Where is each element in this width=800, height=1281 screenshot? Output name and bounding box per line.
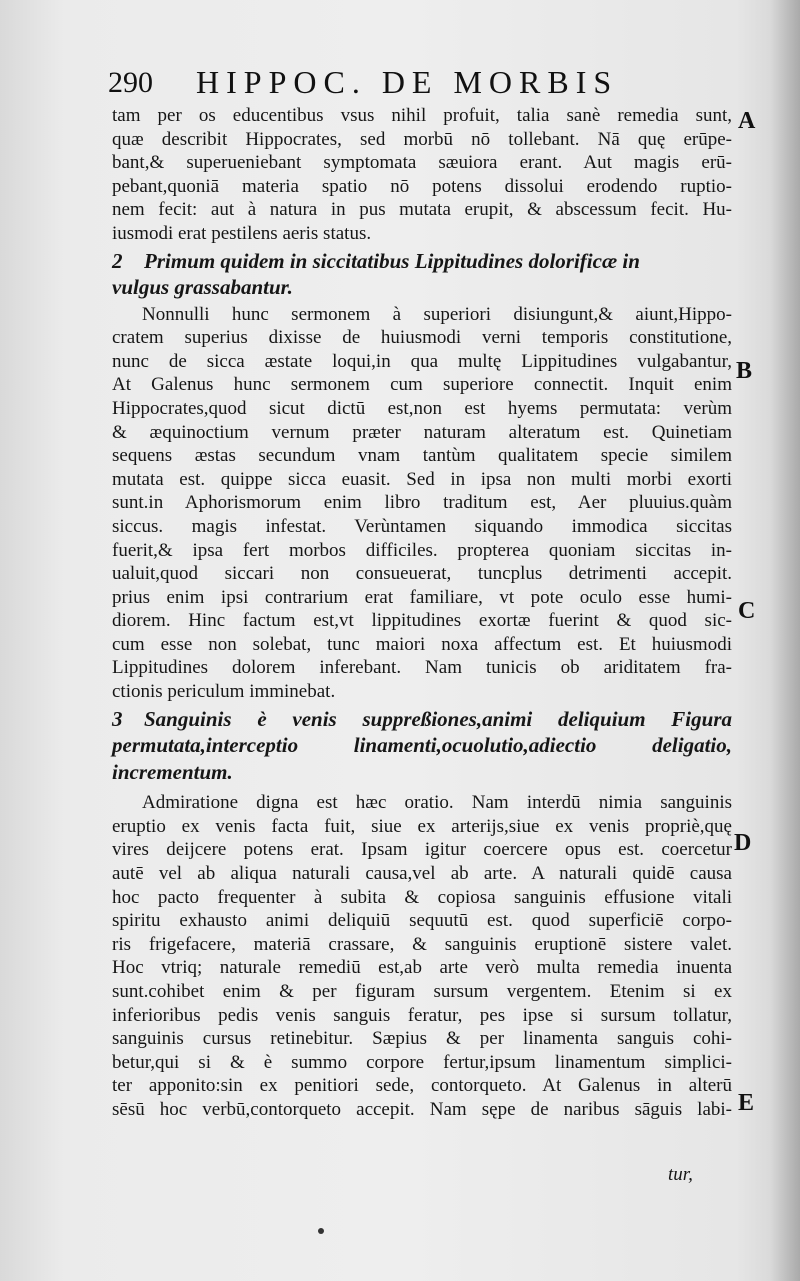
margin-letter-a: A xyxy=(738,108,756,134)
lemma-text: Sanguinis è venis suppreßiones,animi deliquium Figura xyxy=(144,706,732,731)
text-line: Hippocrates,quod sicut dictū est,non est hyems permutata: verùm xyxy=(112,397,732,419)
catchword: tur, xyxy=(668,1164,693,1185)
text-line: nem fecit: aut à natura in pus mutata erupit, & abscessum fecit. Hu- xyxy=(112,199,732,221)
lemma-number: 2 xyxy=(112,248,123,273)
lemma-2 xyxy=(112,248,732,301)
text-line: eruptio ex venis facta fuit, siue ex arterijs,siue ex venis propriè,quę xyxy=(112,815,732,837)
text-line: tam per os educentibus vsus nihil profuit, talia sanè remedia sunt, xyxy=(112,105,732,126)
text-line: Hoc vtriq; naturale remediū est,ab arte verò multa remedia inuenta xyxy=(112,957,732,979)
paragraph-1 xyxy=(112,104,732,246)
text-line: ualuit,quod siccari non consueuerat, tuncplus detrimenti accepit. xyxy=(112,563,732,585)
lemma-number: 3 xyxy=(112,706,123,731)
text-line: sunt.cohibet enim & per figuram sursum vergentem. Etenim si ex xyxy=(112,980,732,1002)
text-line: ter apponito:sin ex penitiori sede, contorqueto. At Galenus in alterū xyxy=(112,1075,732,1097)
text-line: autē vel ab aliqua naturali causa,vel ab arte. A naturali quidē causa xyxy=(112,862,732,884)
text-line: iusmodi erat pestilens aeris status. xyxy=(112,222,372,244)
text-line: pebant,quoniā materia spatio nō potens dissolui erodendo ruptio- xyxy=(112,175,732,197)
main-text xyxy=(112,104,732,1121)
text-line: diorem. Hinc factum est,vt lippitudines exortæ fuerint & quod sic- xyxy=(112,610,732,632)
page-shadow xyxy=(770,0,800,1281)
lemma-text: incrementum. xyxy=(112,759,233,784)
text-line: Lippitudines dolorem inferebant. Nam tunicis ob ariditatem fra- xyxy=(112,657,732,679)
text-line: & æquinoctium vernum præter naturam alteratum est. Quinetiam xyxy=(112,421,732,443)
text-line: Nonnulli hunc sermonem à superiori disiungunt,& aiunt,Hippo- xyxy=(142,303,732,325)
page-header xyxy=(108,62,688,102)
text-line: fuerit,& ipsa fert morbos difficiles. propterea quoniam siccitas in- xyxy=(112,539,732,561)
text-line: ris frigefacere, materiā crassare, & sanguinis eruptionē sistere valet. xyxy=(112,933,732,955)
running-title: HIPPOC. DE MORBIS xyxy=(196,64,619,100)
margin-letter-c: C xyxy=(738,598,756,624)
margin-letter-b: B xyxy=(736,358,753,384)
text-line: sēsū hoc verbū,contorqueto accepit. Nam sępe de naribus sāguis labi- xyxy=(112,1098,732,1120)
text-line: sequens æstas secundum vnam tantùm qualitatem specie similem xyxy=(112,445,732,467)
text-line: ctionis periculum imminebat. xyxy=(112,681,336,703)
margin-letter-d: D xyxy=(734,830,752,856)
page-number: 290 xyxy=(108,66,153,99)
text-line: betur,qui si & è summo corpore fertur,ipsum linamentum simplici- xyxy=(112,1051,732,1073)
lemma-text: permutata,interceptio linamenti,ocuolutio,adiectio deligatio, xyxy=(112,733,732,758)
text-line: quæ describit Hippocrates, sed morbū nō tollebant. Nā quę erūpe- xyxy=(112,128,732,150)
paragraph-2 xyxy=(112,303,732,704)
text-line: bant,& superueniebant symptomata sæuiora erant. Aut magis erū- xyxy=(112,152,732,174)
lemma-3 xyxy=(112,706,732,786)
text-line: cum esse non solebat, tunc maiori noxa affectum est. Et huiusmodi xyxy=(112,633,732,655)
paragraph-3 xyxy=(112,791,732,1121)
lemma-text: vulgus grassabantur. xyxy=(112,275,293,300)
text-line: mutata est. quippe sicca euasit. Sed in ipsa non multi morbi exorti xyxy=(112,468,732,490)
text-line: nunc de sicca æstate loqui,in qua multę Lippitudines vulgabantur, xyxy=(112,350,732,372)
text-line: vires deijcere potens erat. Ipsam igitur coercere opus est. coercetur xyxy=(112,839,732,861)
margin-letter-e: E xyxy=(738,1090,755,1116)
text-line: inferioribus pedis venis sanguis feratur, pes ipse si sursum tollatur, xyxy=(112,1004,732,1026)
text-line: At Galenus hunc sermonem cum superiore connectit. Inquit enim xyxy=(112,374,732,396)
text-line: prius enim ipsi contrarium erat familiare, vt pote oculo esse humi- xyxy=(112,586,732,608)
text-line: siccus. magis infestat. Verùntamen siquando immodica siccitas xyxy=(112,515,732,537)
text-line: sunt.in Aphorismorum enim libro traditum est, Aer pluuius.quàm xyxy=(112,492,732,514)
text-line: Admiratione digna est hæc oratio. Nam interdū nimia sanguinis xyxy=(142,792,732,814)
ink-spot xyxy=(318,1228,324,1234)
lemma-text: Primum quidem in siccitatibus Lippitudines dolorificæ in xyxy=(144,248,640,273)
text-line: cratem superius dixisse de huiusmodi verni temporis constitutione, xyxy=(112,327,732,349)
text-line: spiritu exhausto animi deliquiū sequutū est. quod superficiē corpo- xyxy=(112,910,732,932)
text-line: sanguinis cursus retinebitur. Sæpius & per linamenta sanguis cohi- xyxy=(112,1028,732,1050)
text-line: hoc pacto frequenter à subita & copiosa sanguinis effusione vitali xyxy=(112,886,732,908)
